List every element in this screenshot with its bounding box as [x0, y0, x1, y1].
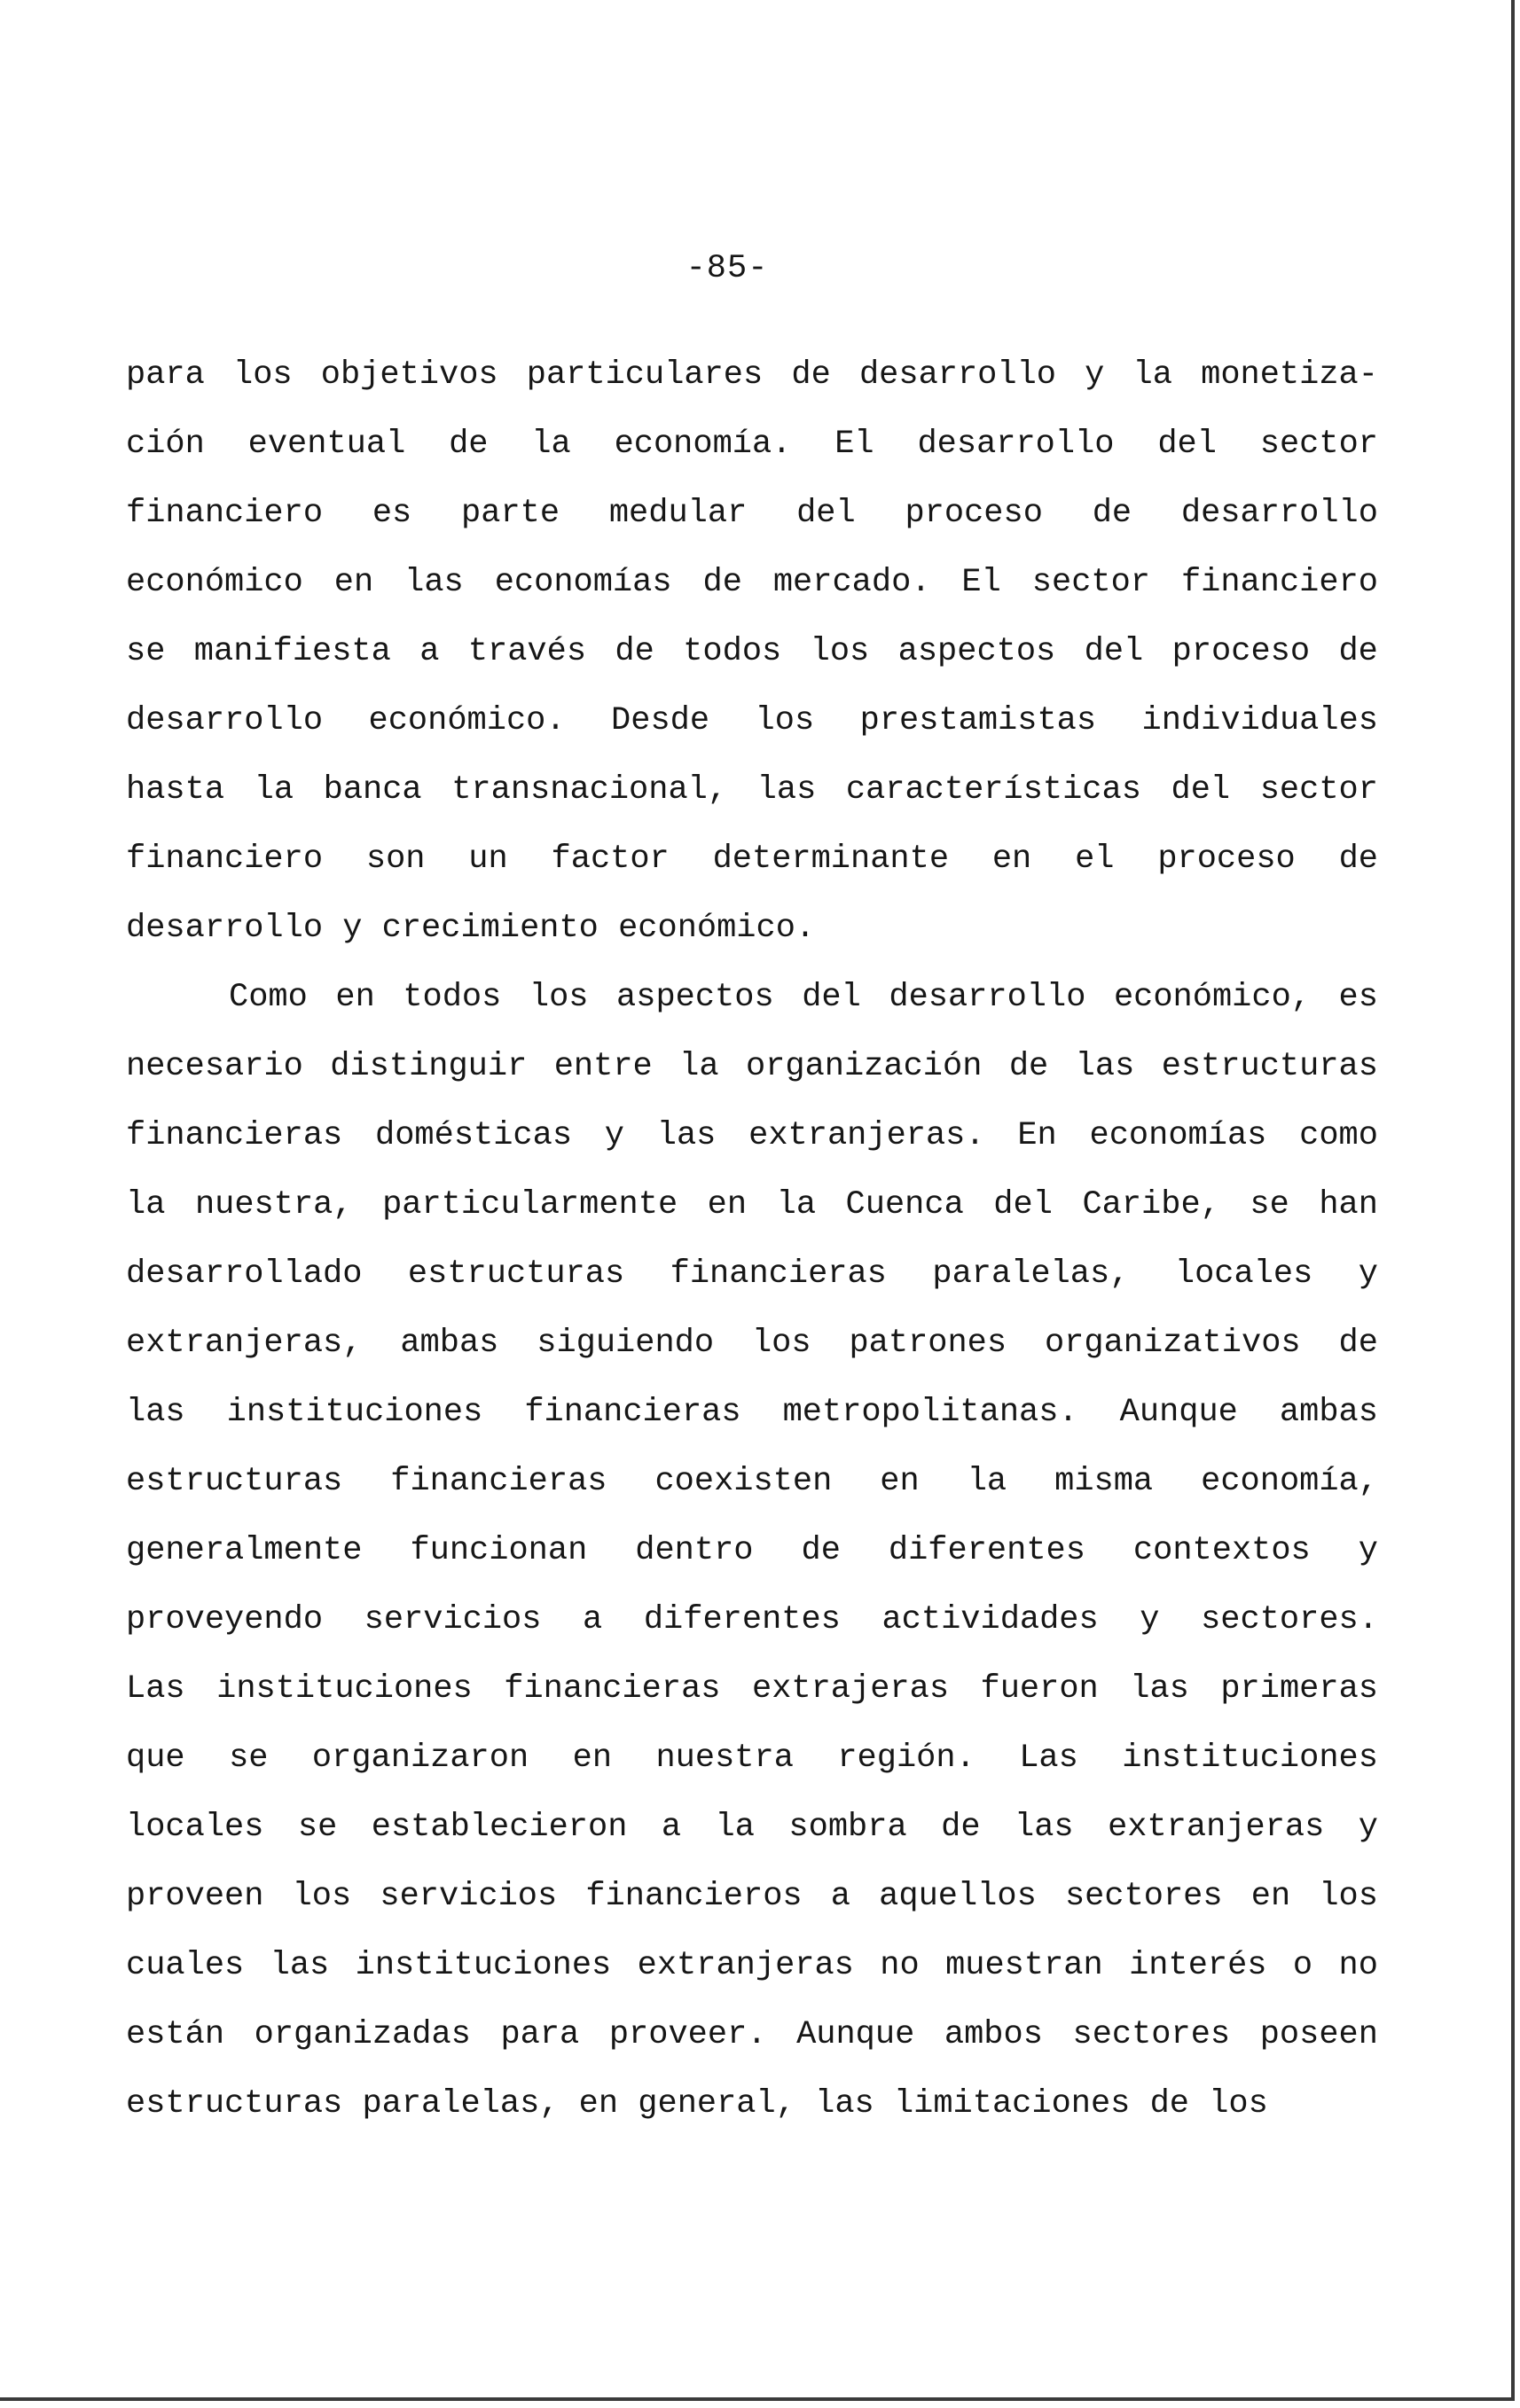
text-line: la nuestra, particularmente en la Cuenca del Caribe, se han — [126, 1186, 1378, 1224]
text-line: desarrollo y crecimiento económico. — [126, 910, 816, 947]
text-line: que se organizaron en nuestra región. Las instituciones — [126, 1740, 1378, 1777]
text-line: desarrollo económico. Desde los prestamistas individuales — [126, 702, 1378, 739]
text-line: financiero son un factor determinante en el proceso de — [126, 840, 1378, 878]
text-line: desarrollado estructuras financieras paralelas, locales y — [126, 1255, 1378, 1293]
paragraph — [126, 353, 1378, 975]
text-line: locales se establecieron a la sombra de las extranjeras y — [126, 1809, 1378, 1846]
text-line: financiero es parte medular del proceso de desarrollo — [126, 495, 1378, 532]
text-line: necesario distinguir entre la organización de las estructuras — [126, 1048, 1378, 1085]
text-line: generalmente funcionan dentro de diferentes contextos y — [126, 1532, 1378, 1569]
text-line: ción eventual de la economía. El desarrollo del sector — [126, 426, 1378, 463]
text-line: Las instituciones financieras extrajeras fueron las primeras — [126, 1670, 1378, 1708]
text-line: hasta la banca transnacional, las características del sector — [126, 771, 1378, 809]
text-line: para los objetivos particulares de desarrollo y la monetiza- — [126, 356, 1378, 394]
text-line: económico en las economías de mercado. El sector financiero — [126, 564, 1378, 601]
text-line: estructuras financieras coexisten en la misma economía, — [126, 1463, 1378, 1500]
text-line: estructuras paralelas, en general, las limitaciones de los — [126, 2085, 1268, 2123]
text-line: extranjeras, ambas siguiendo los patrones organizativos de — [126, 1325, 1378, 1362]
body-text — [126, 353, 1378, 2151]
text-line: proveen los servicios financieros a aquellos sectores en los — [126, 1878, 1378, 1915]
text-line: proveyendo servicios a diferentes actividades y sectores. — [126, 1601, 1378, 1638]
text-line: cuales las instituciones extranjeras no muestran interés o no — [126, 1947, 1378, 1984]
text-line: se manifiesta a través de todos los aspectos del proceso de — [126, 633, 1378, 670]
text-line: Como en todos los aspectos del desarrollo económico, es — [229, 979, 1378, 1016]
text-line: financieras domésticas y las extranjeras. En economías como — [126, 1117, 1378, 1154]
text-line: las instituciones financieras metropolitanas. Aunque ambas — [126, 1394, 1378, 1431]
page-number: -85- — [686, 250, 769, 287]
text-line: están organizadas para proveer. Aunque ambos sectores poseen — [126, 2016, 1378, 2053]
paragraph — [126, 975, 1378, 2151]
